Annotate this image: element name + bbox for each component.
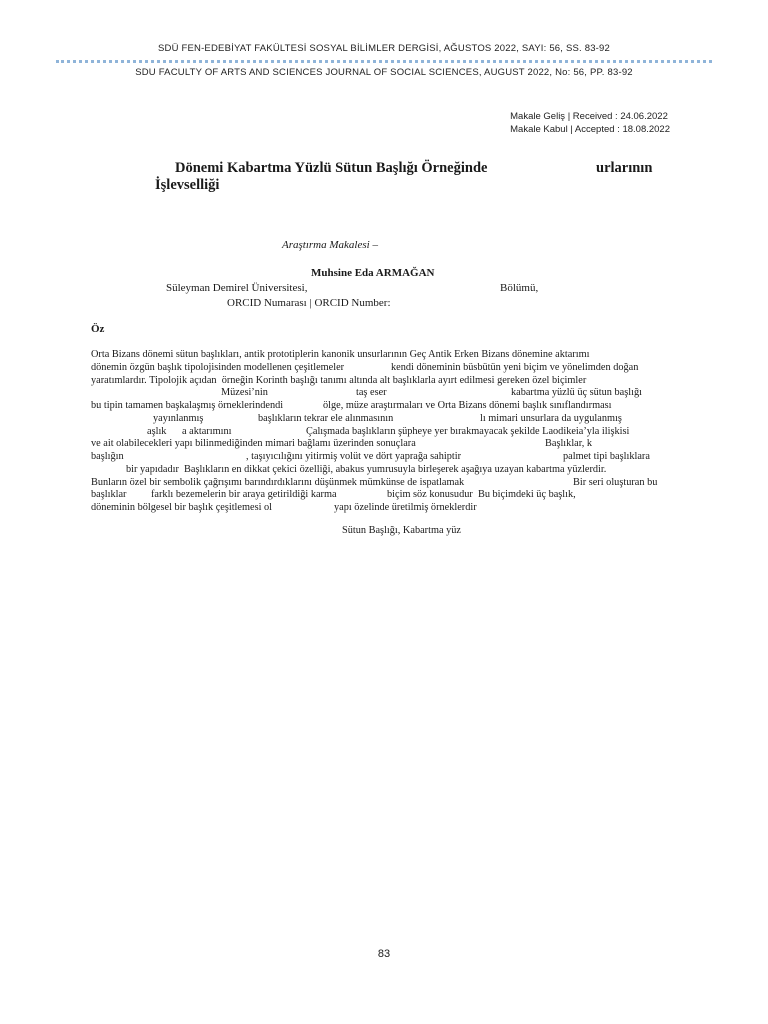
abstract-text-segment: biçim söz konusudur Bu biçimdeki üç başlık, (387, 489, 576, 501)
abstract-line (91, 489, 677, 502)
abstract-text-segment: bu tipin tamamen başkalaşmış örneklerindendi (91, 400, 284, 411)
abstract-text-segment: taş eser (356, 387, 387, 399)
abstract-line (91, 426, 677, 439)
abstract-text-segment: palmet tipi başlıklara (563, 451, 650, 462)
abstract-text-segment: yapı özelinde üretilmiş örneklerdir (334, 502, 477, 513)
abstract-text-segment: kabartma yüzlü üç sütun başlığı (511, 387, 642, 399)
orcid-label: ORCID Numarası | ORCID Number: (227, 297, 391, 309)
abstract-text-segment: Orta Bizans dönemi sütun başlıkları, antik prototiplerin kanonik unsurlarının Geç Antik Erken Bizans dönemine aktarımı (91, 349, 590, 360)
affiliation-university: Süleyman Demirel Üniversitesi, (166, 282, 308, 294)
author-name: Muhsine Eda ARMAĞAN (311, 267, 435, 279)
title-line-1 (155, 160, 675, 177)
abstract-text-segment: ölge, müze araştırmaları ve Orta Bizans dönemi başlık sınıflandırması (323, 400, 612, 411)
abstract-text-segment: Müzesi’nin (221, 387, 268, 399)
author-affiliation (166, 282, 539, 294)
abstract-line (91, 387, 677, 400)
page-number: 83 (377, 948, 391, 960)
abstract-text-segment: döneminin bölgesel bir başlık çeşitlemesi ol (91, 502, 273, 513)
abstract-text-segment: yaratımlardır. Tipolojik açıdan örneğin Korinth başlığı tanımı altında alt başlıklarla ayırt edilmesi gereken özel biçimler (91, 374, 587, 386)
journal-header-english: SDU FACULTY OF ARTS AND SCIENCES JOURNAL OF SOCIAL SCIENCES, AUGUST 2022, No: 56, PP. 83-92 (135, 67, 633, 78)
title-part-2: urlarının (596, 160, 653, 176)
abstract-text-segment: , taşıyıcılığını yitirmiş volüt ve dört yaprağa sahiptir (246, 451, 462, 462)
abstract-text-segment: bir yapıdadır Başlıkların en dikkat çekici özelliği, abakus yumrusuyla birleşerek aşağıya uzayan kabartma yüzlerdir. (126, 463, 607, 475)
affiliation-department: Bölümü, (500, 282, 539, 294)
abstract-text-segment: başlıkların tekrar ele alınmasının (258, 412, 394, 424)
abstract-line (91, 477, 677, 490)
article-dates (510, 110, 670, 136)
abstract-text-segment: Bunların özel bir sembolik çağrışımı barındırdıklarını düşünmek mümkünse de ispatlamak (91, 476, 465, 488)
abstract-text-segment: dönemin özgün başlık tipolojisinden modellenen çeşitlemeler (91, 361, 345, 373)
abstract-line (91, 413, 677, 426)
received-date: Makale Geliş | Received : 24.06.2022 (510, 111, 668, 122)
abstract-text-segment: kendi döneminin büsbütün yeni biçim ve yönelimden doğan (391, 361, 639, 373)
abstract-text-segment: aşlık (147, 425, 167, 437)
keywords: Sütun Başlığı, Kabartma yüz (342, 525, 461, 536)
abstract-text-segment: yayınlanmış (153, 412, 204, 424)
abstract-text-segment: lı mimari unsurlara da uygulanmış (480, 412, 622, 424)
abstract-body (91, 349, 677, 515)
article-type: Araştırma Makalesi – (282, 239, 378, 251)
abstract-text-segment: farklı bezemelerin bir araya getirildiği karma (151, 489, 337, 501)
abstract-line (91, 502, 677, 515)
abstract-text-segment: başlıklar (91, 489, 127, 501)
abstract-line (91, 438, 677, 451)
abstract-line (91, 349, 677, 362)
abstract-heading: Öz (91, 323, 105, 335)
abstract-text-segment: başlığın (91, 451, 124, 462)
abstract-line (91, 400, 677, 413)
title-part-1: Dönemi Kabartma Yüzlü Sütun Başlığı Örneğinde (175, 160, 488, 176)
abstract-text-segment: a aktarımını (182, 425, 232, 437)
abstract-text-segment: Bir seri oluşturan bu (573, 476, 658, 488)
abstract-line (91, 375, 677, 388)
abstract-line (91, 451, 677, 464)
abstract-line (91, 464, 677, 477)
header-divider (56, 60, 712, 63)
abstract-text-segment: ve ait olabilecekleri yapı bilinmediğinden mimari bağlamı üzerinden sonuçlara (91, 438, 416, 450)
article-title (155, 160, 675, 194)
journal-header-turkish: SDÜ FEN-EDEBİYAT FAKÜLTESİ SOSYAL BİLİMLER DERGİSİ, AĞUSTOS 2022, SAYI: 56, SS. 83-92 (157, 43, 611, 54)
abstract-line (91, 362, 677, 375)
accepted-date: Makale Kabul | Accepted : 18.08.2022 (510, 124, 670, 135)
title-line-2: İşlevselliği (155, 177, 220, 193)
abstract-text-segment: Çalışmada başlıkların şüpheye yer bırakmayacak şekilde Laodikeia’yla ilişkisi (306, 425, 630, 437)
abstract-text-segment: Başlıklar, k (545, 438, 593, 450)
